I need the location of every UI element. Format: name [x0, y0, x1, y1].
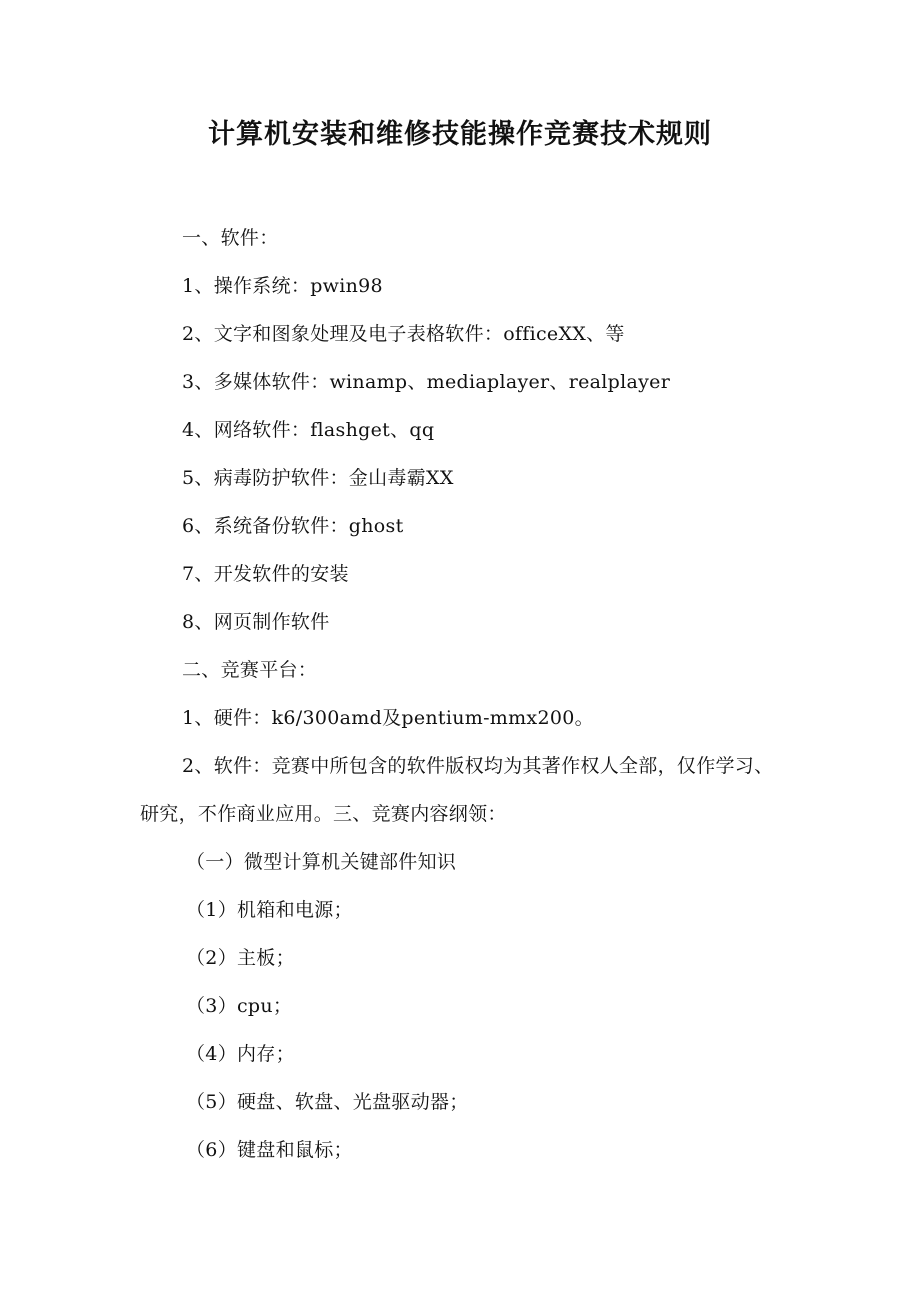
section-heading-software: 一、软件：: [182, 227, 279, 249]
list-item: （6）键盘和鼠标；: [186, 1139, 353, 1161]
list-item: （5）硬盘、软盘、光盘驱动器；: [186, 1091, 469, 1113]
list-item: （2）主板；: [186, 947, 295, 969]
document-body: [140, 214, 790, 1174]
list-item: （4）内存；: [186, 1043, 295, 1065]
list-item: （3）cpu；: [186, 995, 293, 1017]
list-item: （1）机箱和电源；: [186, 899, 353, 921]
list-item: 1、硬件：k6/300amd及pentium-mmx200。: [182, 707, 594, 729]
list-item: 6、系统备份软件：ghost: [182, 515, 404, 537]
list-item: 2、文字和图象处理及电子表格软件：officeXX、等: [182, 323, 625, 345]
list-item: 5、病毒防护软件：金山毒霸XX: [182, 467, 454, 489]
list-item: 7、开发软件的安装: [182, 563, 349, 585]
list-item: 4、网络软件：flashget、qq: [182, 419, 435, 441]
subsection-heading: （一）微型计算机关键部件知识: [186, 851, 457, 873]
document-title: 计算机安装和维修技能操作竞赛技术规则: [208, 119, 712, 150]
list-item: 1、操作系统：pwin98: [182, 275, 383, 297]
section-heading-platform: 二、竞赛平台：: [182, 659, 318, 681]
list-item: 3、多媒体软件：winamp、mediaplayer、realplayer: [182, 371, 671, 393]
list-item: 2、软件：竞赛中所包含的软件版权均为其著作权人全部，仅作学习、研究，不作商业应用。三、竞赛内容纲领：: [140, 755, 774, 825]
list-item: 8、网页制作软件: [182, 611, 330, 633]
